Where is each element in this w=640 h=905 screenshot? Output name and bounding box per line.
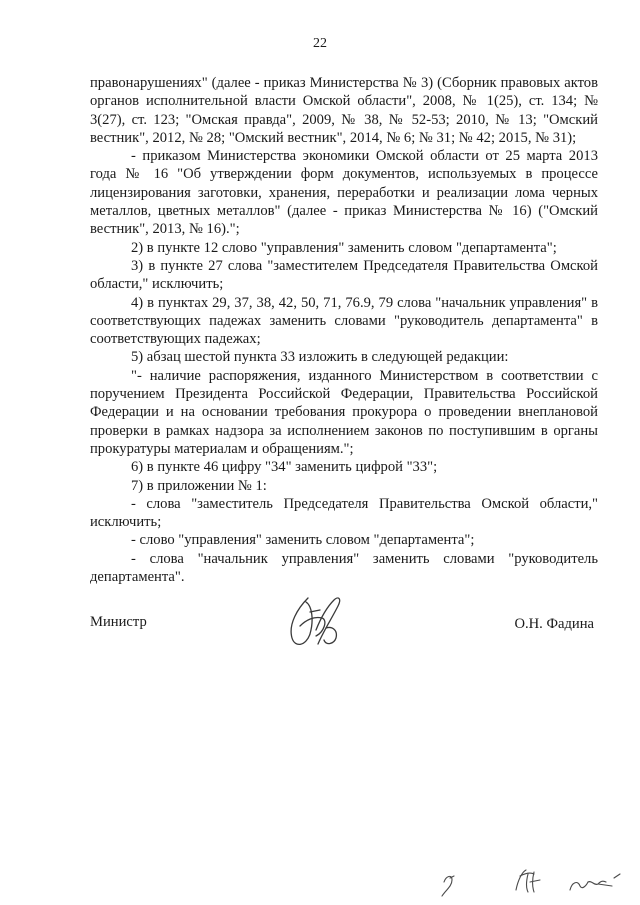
paragraph: - слово "управления" заменить словом "департамента"; [131, 532, 475, 549]
paragraph: "- наличие распоряжения, изданного Министерством в соответствии с поручением Президента Российской Федерации, Правительства Российской Федерации и на основании требования прокурора о проведении внеплановой проверки в рамках надзора за исполнением законов по поступившим в органы прокуратуры материалам и обращениям."; [90, 367, 598, 457]
paragraph: правонарушениях" (далее - приказ Министерства № 3) (Сборник правовых актов органов исполнительной власти Омской области", 2008, № 1(25), ст. 134; № 3(27), ст. 123; "Омская правда", 2009, № 38, № 52-53; 2010, № 13; "Омский вестник", 2012, № 28; "Омский вестник", 2014, № 6; № 31; № 42; 2015, № 31); [90, 75, 598, 146]
paragraph: 4) в пунктах 29, 37, 38, 42, 50, 71, 76.9, 79 слова "начальник управления" в соответствующих падежах заменить словами "руководитель департамента" в соответствующих падежах; [90, 294, 598, 348]
paragraph: - слова "начальник управления" заменить словами "руководитель департамента". [90, 550, 598, 586]
paragraph: 2) в пункте 12 слово "управления" заменить словом "департамента"; [131, 239, 557, 256]
paragraph: 3) в пункте 27 слова "заместителем Председателя Правительства Омской области," исключить; [90, 257, 598, 293]
handwritten-visa-marks-icon [430, 887, 630, 904]
signatory-role: Министр [90, 614, 147, 630]
paragraph: 7) в приложении № 1: [131, 477, 267, 494]
document-body [90, 74, 598, 586]
paragraph: - приказом Министерства экономики Омской области от 25 марта 2013 года № 16 "Об утверждении форм документов, используемых в процессе лицензирования заготовки, хранения, переработки и реализации лома черных металлов, цветных металлов" (далее - приказ Министерства № 16) ("Омский вестник", 2013, № 16)."; [90, 148, 598, 238]
paragraph: 6) в пункте 46 цифру "34" заменить цифрой "33"; [131, 459, 438, 476]
signature-block [90, 590, 598, 660]
paragraph: - слова "заместитель Председателя Правительства Омской области," исключить; [90, 495, 598, 531]
handwritten-signature-icon [280, 590, 360, 657]
visa-marks [430, 856, 630, 905]
signatory-name: О.Н. Фадина [514, 616, 594, 632]
paragraph: 5) абзац шестой пункта 33 изложить в следующей редакции: [131, 349, 509, 366]
page-number: 22 [313, 36, 327, 51]
